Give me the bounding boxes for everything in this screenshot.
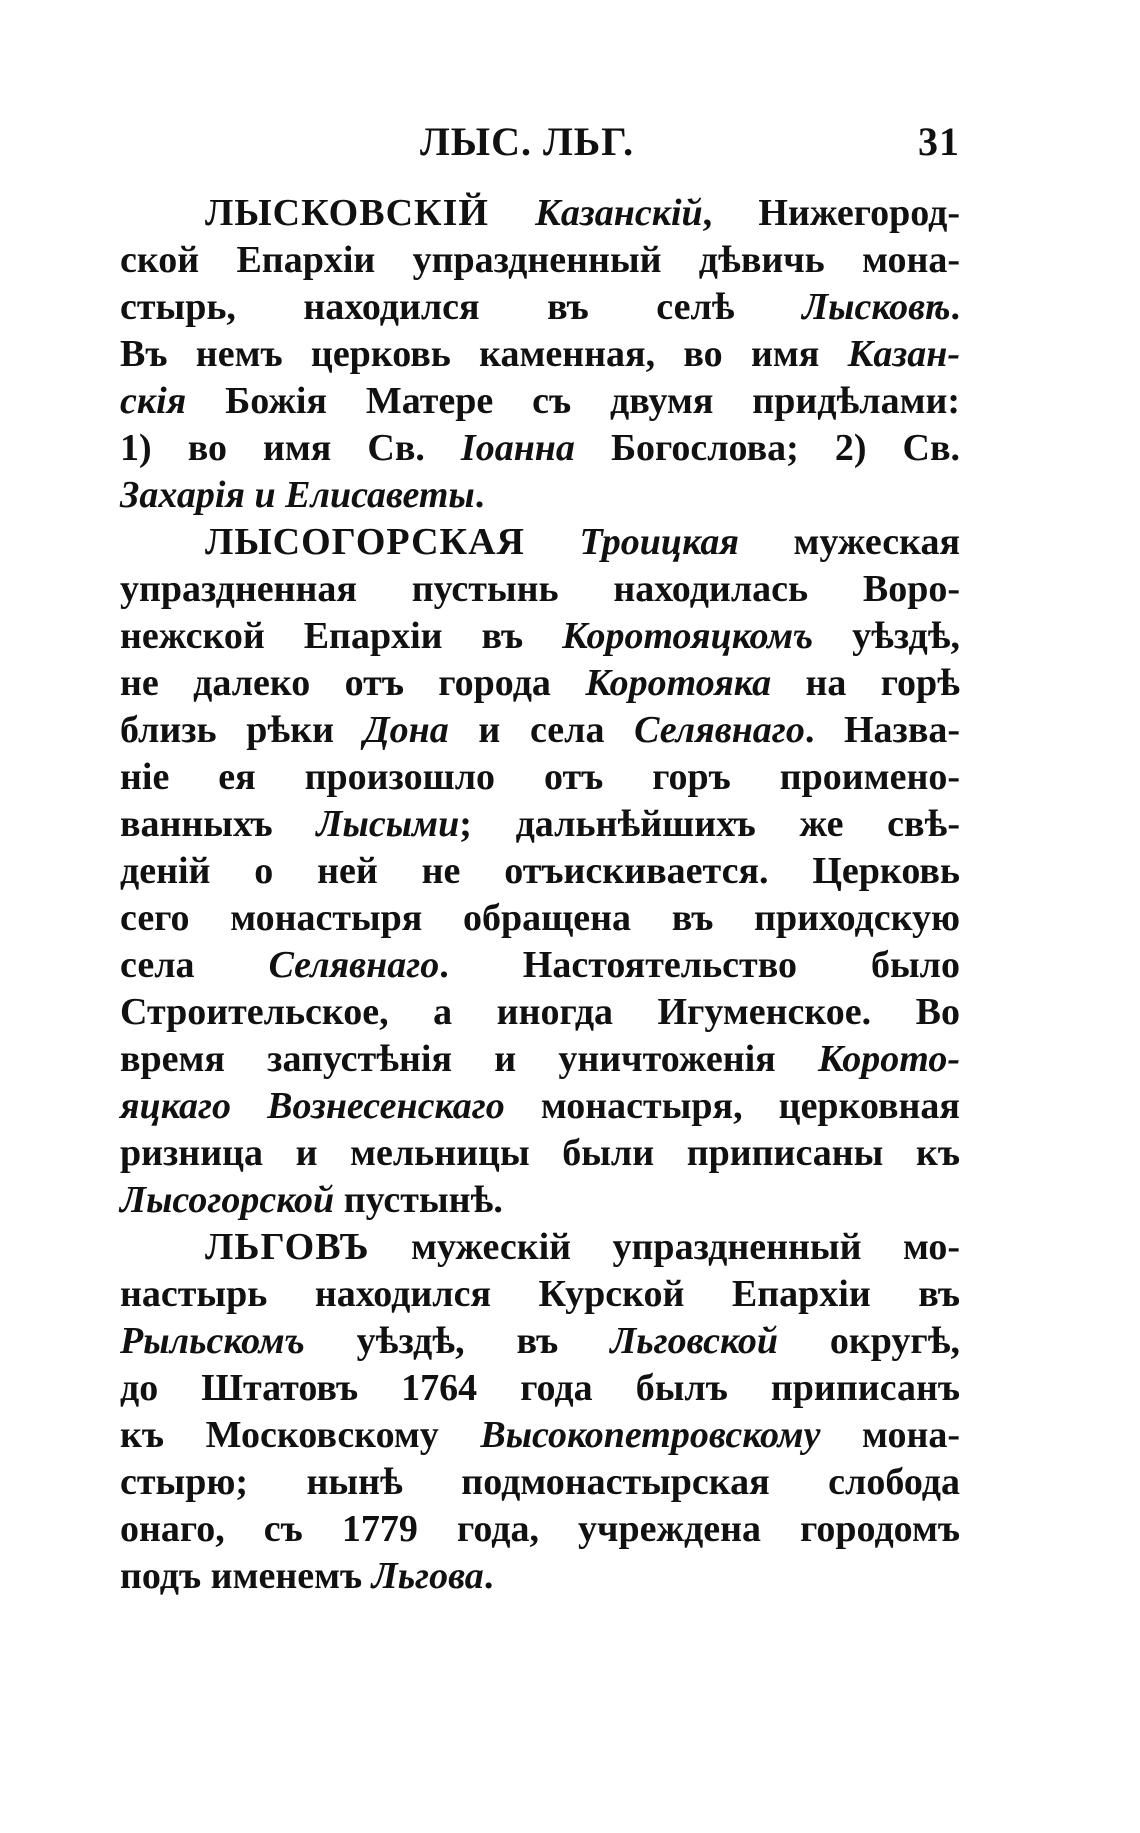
text-run: онаго, съ 1779 года, учреждена городомъ — [120, 1508, 960, 1550]
text-line — [120, 989, 960, 1036]
italic-name: скія — [120, 380, 187, 422]
text-run: мужескій упраздненный мо- — [369, 1226, 960, 1268]
text-run: ніе ея произошло отъ горъ проимено- — [120, 756, 960, 798]
text-run: мона- — [820, 1414, 960, 1456]
dictionary-entries — [120, 190, 960, 1600]
text-run: пустынѣ. — [334, 1179, 503, 1221]
text-line — [120, 1177, 960, 1224]
text-line — [120, 1318, 960, 1365]
italic-name: Льгова — [371, 1555, 484, 1597]
text-run: ской Епархіи упраздненный дѣвичь мона- — [120, 239, 960, 281]
text-line — [120, 848, 960, 895]
italic-name: Рыльскомъ — [120, 1320, 305, 1362]
text-run: . — [474, 474, 485, 516]
page-number: 31 — [918, 119, 960, 164]
text-line — [120, 378, 960, 425]
text-run: къ Московскому — [120, 1414, 481, 1456]
text-line — [120, 237, 960, 284]
text-line — [120, 942, 960, 989]
text-line — [120, 566, 960, 613]
dictionary-entry — [120, 190, 960, 519]
italic-name: Коротояка — [585, 662, 772, 704]
italic-name: Корото- — [817, 1038, 960, 1080]
text-run: Богослова; 2) Св. — [574, 427, 960, 469]
text-line — [120, 1412, 960, 1459]
text-run: . Назва- — [804, 709, 960, 751]
italic-name: Коротояцкомъ — [562, 615, 814, 657]
text-run: 1) во имя Св. — [120, 427, 461, 469]
text-run: нежской Епархіи въ — [120, 615, 563, 657]
italic-name: Лысогорской — [120, 1179, 335, 1221]
entry-headword: ЛЬГОВЪ — [205, 1226, 370, 1268]
text-line — [120, 1224, 960, 1271]
text-line — [120, 754, 960, 801]
text-run: ; дальнѣйшихъ же свѣ- — [459, 803, 960, 845]
italic-name: яцкаго Вознесенскаго — [120, 1085, 505, 1127]
text-run: подъ именемъ — [120, 1555, 372, 1597]
text-run: мужеская — [738, 521, 961, 563]
text-run: Строительское, а иногда Игуменское. Во — [120, 991, 960, 1033]
text-line — [120, 472, 960, 519]
italic-name: Казан- — [847, 333, 960, 375]
text-line — [120, 519, 960, 566]
text-run: ризница и мельницы были приписаны къ — [120, 1132, 960, 1174]
italic-name: Лысыми — [316, 803, 460, 845]
text-line — [120, 1506, 960, 1553]
italic-name: Селявнаго — [268, 944, 440, 986]
text-line — [120, 1036, 960, 1083]
text-run: стырь, находился въ селѣ — [120, 286, 803, 328]
text-line — [120, 801, 960, 848]
text-line — [120, 190, 960, 237]
text-run: упраздненная пустынь находилась Воро- — [120, 568, 960, 610]
text-line — [120, 707, 960, 754]
running-head — [420, 118, 960, 165]
text-line — [120, 1083, 960, 1130]
italic-name: Казанскій — [535, 192, 703, 234]
italic-name: Троицкая — [579, 521, 739, 563]
text-run: деній о ней не отъискивается. Церковь — [120, 850, 960, 892]
text-run: Божія Матере съ двумя придѣлами: — [186, 380, 960, 422]
text-run: стырю; нынѣ подмонастырская слобода — [120, 1461, 960, 1503]
text-line — [120, 660, 960, 707]
text-run: монастыря, церковная — [504, 1085, 960, 1127]
text-run: до Штатовъ 1764 года былъ приписанъ — [120, 1367, 960, 1409]
text-run: близь рѣки — [120, 709, 364, 751]
italic-name: Селявнаго — [634, 709, 805, 751]
text-run: время запустѣнія и уничтоженія — [120, 1038, 818, 1080]
text-line — [120, 331, 960, 378]
entry-headword: ЛЫСОГОРСКАЯ — [205, 521, 525, 563]
text-run: уѣздѣ, въ — [304, 1320, 611, 1362]
text-line — [120, 1553, 960, 1600]
text-run: Въ немъ церковь каменная, во имя — [120, 333, 848, 375]
text-line — [120, 613, 960, 660]
entry-headword: ЛЫСКОВСКІЙ — [205, 192, 489, 234]
text-run: на горѣ — [771, 662, 960, 704]
text-run: сего монастыря обращена въ приходскую — [120, 897, 960, 939]
italic-name: Іоанна — [460, 427, 575, 469]
italic-name: Лысковѣ — [802, 286, 951, 328]
text-run: настырь находился Курской Епархіи въ — [120, 1273, 960, 1315]
dictionary-entry — [120, 1224, 960, 1600]
text-run: уѣздѣ, — [813, 615, 960, 657]
text-line — [120, 425, 960, 472]
text-run: . Настоятельство было — [439, 944, 961, 986]
italic-name: Дона — [363, 709, 449, 751]
text-line — [120, 1271, 960, 1318]
text-run: не далеко отъ города — [120, 662, 586, 704]
text-line — [120, 284, 960, 331]
text-run: округѣ, — [777, 1320, 960, 1362]
text-run: ванныхъ — [120, 803, 317, 845]
text-line — [120, 1130, 960, 1177]
text-line — [120, 1459, 960, 1506]
italic-name: Захарія и Елисаветы — [120, 474, 475, 516]
running-title: ЛЫС. ЛЬГ. — [420, 119, 635, 164]
italic-name: Высокопетровскому — [480, 1414, 821, 1456]
text-line — [120, 1365, 960, 1412]
text-run: . — [950, 286, 960, 328]
text-run — [489, 192, 535, 234]
italic-name: Льговской — [610, 1320, 778, 1362]
text-run — [525, 521, 580, 563]
text-line — [120, 895, 960, 942]
dictionary-entry — [120, 519, 960, 1224]
text-run: и села — [448, 709, 635, 751]
text-run: , Нижегород- — [702, 192, 960, 234]
text-run: села — [120, 944, 269, 986]
text-run: . — [483, 1555, 494, 1597]
